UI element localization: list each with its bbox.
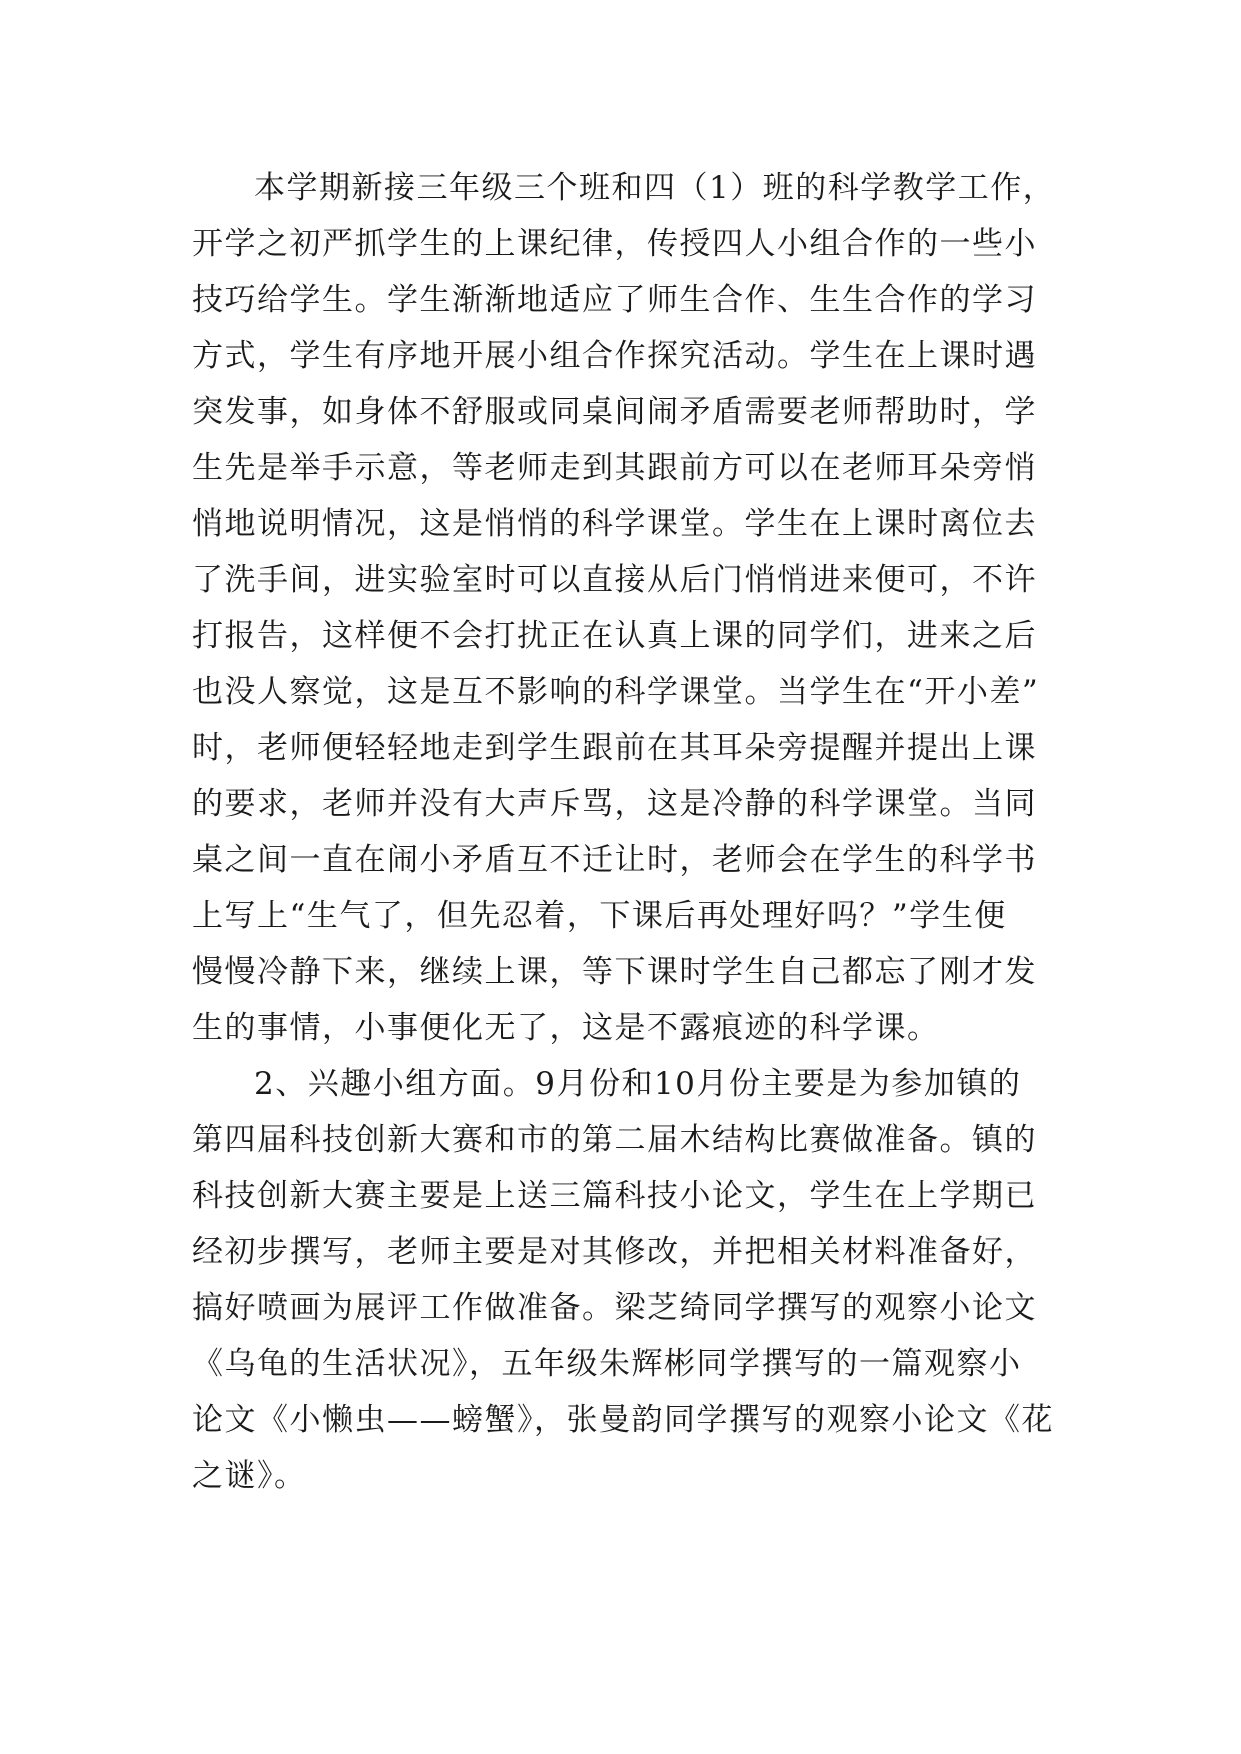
paragraph-2-line-1: 2、兴趣小组方面。9月份和10月份主要是为参加镇的	[254, 1066, 1022, 1102]
paragraph-1-line-15: 慢慢冷静下来，继续上课，等下课时学生自己都忘了刚才发	[192, 954, 1037, 990]
paragraph-2-line-3: 科技创新大赛主要是上送三篇科技小论文，学生在上学期已	[192, 1178, 1037, 1214]
paragraph-1-line-4: 方式，学生有序地开展小组合作探究活动。学生在上课时遇	[192, 338, 1037, 374]
paragraph-1-line-14: 上写上“生气了，但先忍着，下课后再处理好吗？”学生便	[192, 898, 1007, 934]
paragraph-1-line-2: 开学之初严抓学生的上课纪律，传授四人小组合作的一些小	[192, 226, 1037, 262]
paragraph-1-line-16: 生的事情，小事便化无了，这是不露痕迹的科学课。	[192, 1010, 940, 1046]
paragraph-2-line-8: 之谜》。	[192, 1458, 307, 1494]
paragraph-2-line-2: 第四届科技创新大赛和市的第二届木结构比赛做准备。镇的	[192, 1122, 1037, 1158]
paragraph-2-line-4: 经初步撰写，老师主要是对其修改，并把相关材料准备好，	[192, 1234, 1037, 1270]
paragraph-1-line-6: 生先是举手示意，等老师走到其跟前方可以在老师耳朵旁悄	[192, 450, 1037, 486]
paragraph-1-line-1: 本学期新接三年级三个班和四（1）班的科学教学工作，	[254, 170, 1056, 206]
paragraph-1-line-12: 的要求，老师并没有大声斥骂，这是冷静的科学课堂。当同	[192, 786, 1037, 822]
paragraph-1-line-13: 桌之间一直在闹小矛盾互不迁让时，老师会在学生的科学书	[192, 842, 1037, 878]
paragraph-1-line-3: 技巧给学生。学生渐渐地适应了师生合作、生生合作的学习	[192, 282, 1037, 318]
paragraph-1-line-11: 时，老师便轻轻地走到学生跟前在其耳朵旁提醒并提出上课	[192, 730, 1037, 766]
paragraph-1-line-10: 也没人察觉，这是互不影响的科学课堂。当学生在“开小差”	[192, 674, 1040, 710]
paragraph-2-line-7: 论文《小懒虫——螃蟹》，张曼韵同学撰写的观察小论文《花	[192, 1402, 1054, 1438]
paragraph-1-line-7: 悄地说明情况，这是悄悄的科学课堂。学生在上课时离位去	[192, 506, 1037, 542]
paragraph-2-line-5: 搞好喷画为展评工作做准备。梁芝绮同学撰写的观察小论文	[192, 1290, 1037, 1326]
paragraph-2-line-6: 《乌龟的生活状况》，五年级朱辉彬同学撰写的一篇观察小	[192, 1346, 1022, 1382]
paragraph-1-line-8: 了洗手间，进实验室时可以直接从后门悄悄进来便可，不许	[192, 562, 1037, 598]
paragraph-1-line-9: 打报告，这样便不会打扰正在认真上课的同学们，进来之后	[192, 618, 1037, 654]
paragraph-1-line-5: 突发事，如身体不舒服或同桌间闹矛盾需要老师帮助时，学	[192, 394, 1037, 430]
